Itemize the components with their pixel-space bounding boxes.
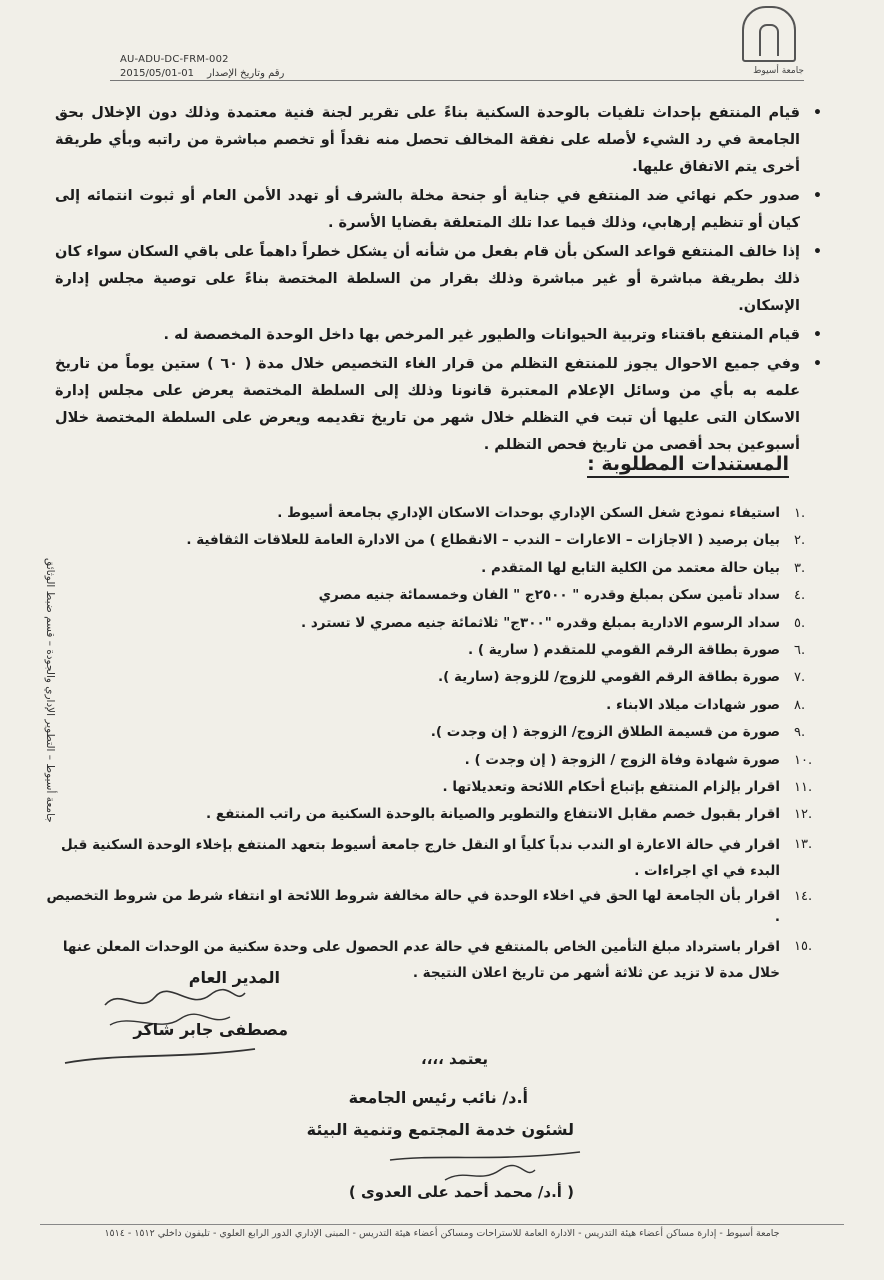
doc-text: صور شهادات ميلاد الابناء . bbox=[606, 696, 780, 713]
doc-number: .٩ bbox=[794, 725, 806, 741]
university-logo-icon bbox=[742, 6, 796, 62]
doc-text: استيفاء نموذج شغل السكن الإداري بوحدات الاسكان الإداري بجامعة أسيوط . bbox=[277, 505, 780, 521]
required-docs-list bbox=[42, 503, 826, 988]
doc-text: سداد تأمين سكن بمبلغ وقدره " ٢٥٠٠ج " الفان وخمسمائة جنيه مصري bbox=[318, 587, 780, 604]
doc-item bbox=[42, 530, 826, 551]
vice-president-office: لشئون خدمة المجتمع وتنمية البيئة bbox=[306, 1120, 574, 1139]
doc-number: .١٠ bbox=[794, 752, 813, 768]
issue-label: رقم وتاريخ الإصدار bbox=[207, 68, 285, 79]
clause-item: • إذا خالف المنتفع قواعد السكن بأن قام بفعل من شأنه أن يشكل خطراً داهماً على باقي السكان سواء كان ذلك بطريقة مباشرة أو غير مباشرة وذلك بقرار من السلطة المختصة بناءً على توصية مجلس إدارة الإسكان. bbox=[55, 239, 826, 320]
doc-number: .٦ bbox=[794, 642, 806, 658]
doc-number: .١١ bbox=[794, 779, 813, 795]
doc-number: .١٤ bbox=[794, 888, 813, 904]
doc-number: .٥ bbox=[794, 615, 806, 631]
doc-number: .١٢ bbox=[794, 807, 813, 823]
clause-item: • قيام المنتفع بإحداث تلفيات بالوحدة السكنية بناءً على تقرير لجنة فنية معتمدة وذلك دون الإخلال بحق الجامعة في رد الشيء لأصله على نفقة المخالف تحصل منه نقداً أو تخصم مباشرة من راتبه وبأي طريقة أخرى يتم الاتفاق عليها. bbox=[55, 100, 826, 181]
required-docs-heading: المستندات المطلوبة : bbox=[587, 453, 789, 478]
footer-address: جامعة أسيوط - إدارة مساكن أعضاء هيئة التدريس - الادارة العامة للاستراحات ومساكن أعضاء هيئة التدريس - المبنى الإداري الدور الرابع العلوي - تليفون داخلي ١٥١٢ - ١٥١٤ bbox=[104, 1228, 780, 1239]
doc-text: سداد الرسوم الادارية بمبلغ وقدره "٣٠٠ج" ثلاثمائة جنيه مصري لا تسترد . bbox=[301, 614, 780, 631]
doc-item bbox=[42, 886, 826, 928]
logo-tower-shape bbox=[759, 24, 779, 56]
doc-text: صورة شهادة وفاة الزوج / الزوجة ( إن وجدت ) . bbox=[464, 751, 780, 768]
doc-text: اقرار بأن الجامعة لها الحق في اخلاء الوحدة في حالة مخالفة شروط اللائحة او انتفاء شرط من شروط التخصيص . bbox=[46, 887, 780, 925]
doc-number: .١٥ bbox=[794, 939, 813, 955]
doc-text: صورة بطاقة الرقم القومي للمتقدم ( سارية ) . bbox=[468, 641, 780, 658]
side-note: جامعة أسيوط – التطوير الإداري والجودة – قسم ضبط الوثائق bbox=[44, 557, 56, 823]
issue-date: 2015/05/01-01 bbox=[120, 68, 194, 79]
doc-text: اقرار باسترداد مبلغ التأمين الخاص بالمنتفع في حالة عدم الحصول على وحدة سكنية من الوحدات المعلن عنها خلال مدة لا تزيد عن ثلاثة أشهر من تاريخ اعلان النتيجة . bbox=[62, 939, 780, 982]
doc-number: .٧ bbox=[794, 670, 806, 686]
doc-text: صورة من قسيمة الطلاق الزوج/ الزوجة ( إن وجدت ). bbox=[430, 724, 780, 741]
doc-number: .٨ bbox=[794, 697, 806, 713]
doc-text: اقرار بقبول خصم مقابل الانتفاع والتطوير والصيانة بالوحدة السكنية من راتب المنتفع . bbox=[206, 806, 780, 823]
doc-number: .٣ bbox=[794, 560, 806, 576]
doc-item bbox=[42, 750, 826, 771]
doc-item bbox=[42, 832, 826, 884]
doc-text: اقرار في حالة الاعارة او الندب ندباً كلياً او النقل خارج جامعة أسيوط بتعهد المنتفع بإخلاء الوحدة السكنية قبل البدء في اي اجراءات . bbox=[60, 836, 780, 879]
logo-caption: جامعة أسيوط bbox=[753, 66, 804, 76]
doc-item bbox=[42, 558, 826, 579]
general-manager-title: المدير العام bbox=[188, 968, 280, 987]
approval-label: يعتمد ،،،، bbox=[421, 1050, 488, 1068]
doc-item bbox=[42, 667, 826, 688]
form-issue-line bbox=[120, 68, 284, 79]
doc-text: بيان برصيد ( الاجازات – الاعارات – الندب – الانقطاع ) من الادارة العامة للعلاقات الثقافية . bbox=[186, 532, 780, 549]
doc-number: .٤ bbox=[794, 588, 806, 604]
doc-item bbox=[42, 585, 826, 606]
clause-item: • قيام المنتفع باقتناء وتربية الحيوانات والطيور غير المرخص بها داخل الوحدة المخصصة له . bbox=[55, 322, 826, 349]
footer-divider bbox=[40, 1224, 844, 1225]
termination-clauses bbox=[55, 100, 826, 461]
doc-text: اقرار بإلزام المنتفع بإتباع أحكام اللائحة وتعديلاتها . bbox=[442, 778, 780, 795]
doc-item bbox=[42, 722, 826, 743]
doc-number: .١ bbox=[794, 506, 806, 521]
general-manager-name: مصطفى جابر شاكر bbox=[133, 1020, 288, 1039]
doc-item bbox=[42, 503, 826, 524]
header-divider bbox=[110, 80, 804, 81]
doc-number: .٢ bbox=[794, 533, 806, 549]
vice-president-title: أ.د/ نائب رئيس الجامعة bbox=[348, 1088, 528, 1107]
doc-text: بيان حالة معتمد من الكلية التابع لها المتقدم . bbox=[481, 559, 780, 576]
doc-item bbox=[42, 640, 826, 661]
clause-item: • وفي جميع الاحوال يجوز للمنتفع التظلم من قرار الغاء التخصيص خلال مدة ( ٦٠ ) ستين يوماً من تاريخ علمه به بأي من وسائل الإعلام المعتبرة قانونا وذلك إلى السلطة المختصة يعرض على مجلس إدارة الاسكان التى عليها أن تبت في التظلم خلال شهر من تاريخ تقديمه ويعرض على السلطة المختصة خلال أسبوعين بحد أقصى من تاريخ فحص التظلم . bbox=[55, 351, 826, 459]
doc-item bbox=[42, 777, 826, 798]
clause-item: • صدور حكم نهائي ضد المنتفع في جناية أو جنحة مخلة بالشرف أو تهدد الأمن العام أو ثبوت انتمائه إلى كيان أو تنظيم إرهابي، وذلك فيما عدا تلك المتعلقة بقضايا الأسرة . bbox=[55, 183, 826, 237]
doc-item bbox=[42, 613, 826, 634]
doc-text: صورة بطاقة الرقم القومي للزوج/ للزوجة (سارية ). bbox=[437, 669, 780, 686]
form-code: AU-ADU-DC-FRM-002 bbox=[120, 54, 229, 65]
vice-president-name: ( أ.د/ محمد أحمد على العدوى ) bbox=[348, 1183, 574, 1201]
doc-item bbox=[42, 804, 826, 825]
doc-number: .١٣ bbox=[794, 836, 813, 852]
doc-item bbox=[42, 695, 826, 716]
